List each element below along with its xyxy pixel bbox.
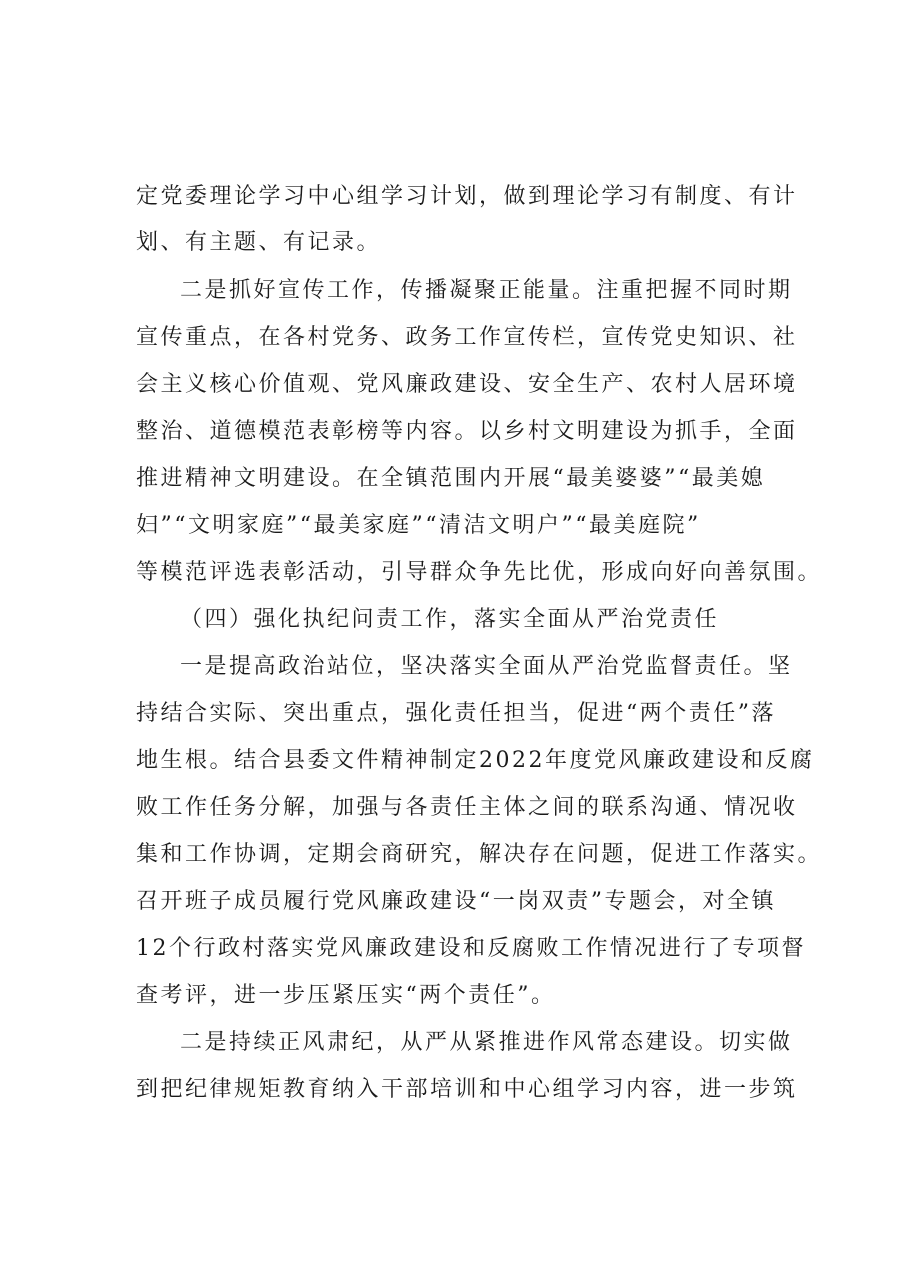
paragraph-line: 地生根。结合县委文件精神制定2022年度党风廉政建设和反腐	[136, 748, 815, 773]
paragraph-line: 召开班子成员履行党风廉政建设“一岗双责”专题会，对全镇	[136, 889, 776, 914]
paragraph-line: 一是提高政治站位，坚决落实全面从严治党监督责任。坚	[180, 654, 793, 679]
paragraph-line: 定党委理论学习中心组学习计划，做到理论学习有制度、有计	[136, 184, 798, 209]
paragraph-line: 等模范评选表彰活动，引导群众争先比优，形成向好向善氛围。	[136, 560, 823, 585]
section-heading: （四）强化执纪问责工作，落实全面从严治党责任	[180, 607, 720, 632]
paragraph-line: 到把纪律规矩教育纳入干部培训和中心组学习内容，进一步筑	[136, 1077, 798, 1102]
paragraph-line: 妇”“文明家庭”“最美家庭”“清洁文明户”“最美庭院”	[136, 513, 701, 538]
paragraph-line: 败工作任务分解，加强与各责任主体之间的联系沟通、情况收	[136, 795, 798, 820]
paragraph-line: 二是抓好宣传工作，传播凝聚正能量。注重把握不同时期	[180, 278, 793, 303]
paragraph-line: 宣传重点，在各村党务、政务工作宣传栏，宣传党史知识、社	[136, 325, 798, 350]
paragraph-line: 集和工作协调，定期会商研究，解决存在问题，促进工作落实。	[136, 842, 823, 867]
paragraph-line: 查考评，进一步压紧压实“两个责任”。	[136, 983, 556, 1008]
paragraph-line: 整治、道德模范表彰榜等内容。以乡村文明建设为抓手，全面	[136, 419, 798, 444]
paragraph-line: 二是持续正风肃纪，从严从紧推进作风常态建设。切实做	[180, 1030, 793, 1055]
paragraph-line: 推进精神文明建设。在全镇范围内开展“最美婆婆”“最美媳	[136, 466, 766, 491]
paragraph-line: 持结合实际、突出重点，强化责任担当，促进“两个责任”落	[136, 701, 776, 726]
paragraph-line: 12个行政村落实党风廉政建设和反腐败工作情况进行了专项督	[136, 936, 806, 961]
paragraph-line: 划、有主题、有记录。	[136, 230, 382, 255]
paragraph-line: 会主义核心价值观、党风廉政建设、安全生产、农村人居环境	[136, 372, 798, 397]
